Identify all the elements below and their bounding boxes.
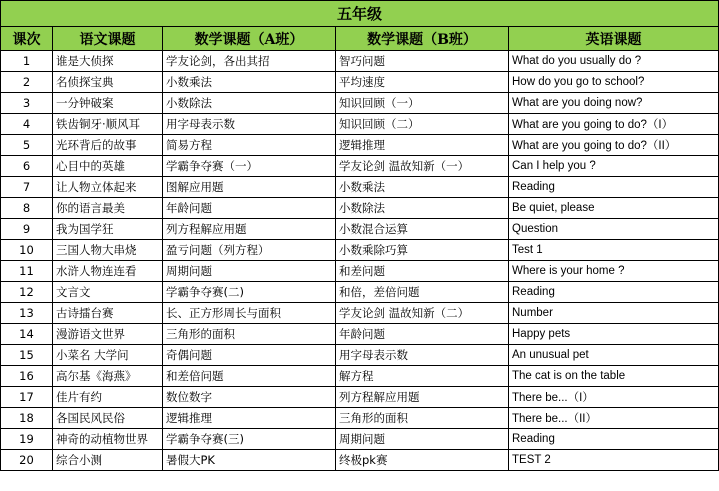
- math-b-topic-cell: 智巧问题: [336, 51, 509, 72]
- english-topic-cell: The cat is on the table: [509, 366, 719, 387]
- english-topic-cell: What are you doing now?: [509, 93, 719, 114]
- math-b-topic-cell: 终极pk赛: [336, 450, 509, 471]
- chinese-topic-cell: 一分钟破案: [53, 93, 163, 114]
- math-b-topic-cell: 列方程解应用题: [336, 387, 509, 408]
- table-row: [1, 282, 719, 303]
- lesson-number-cell: 2: [1, 72, 53, 93]
- math-a-topic-cell: 简易方程: [163, 135, 336, 156]
- chinese-topic-cell: 让人物立体起来: [53, 177, 163, 198]
- math-a-topic-cell: 年龄问题: [163, 198, 336, 219]
- chinese-topic-cell: 古诗擂台赛: [53, 303, 163, 324]
- table-row: [1, 303, 719, 324]
- english-topic-cell: Can I help you ?: [509, 156, 719, 177]
- english-topic-cell: Be quiet, please: [509, 198, 719, 219]
- chinese-topic-cell: 神奇的动植物世界: [53, 429, 163, 450]
- chinese-topic-cell: 名侦探宝典: [53, 72, 163, 93]
- english-topic-cell: TEST 2: [509, 450, 719, 471]
- chinese-topic-cell: 漫游语文世界: [53, 324, 163, 345]
- english-topic-cell: What are you going to do?（I）: [509, 114, 719, 135]
- table-row: [1, 366, 719, 387]
- math-a-topic-cell: 用字母表示数: [163, 114, 336, 135]
- table-row: [1, 240, 719, 261]
- math-b-topic-cell: 小数混合运算: [336, 219, 509, 240]
- math-b-topic-cell: 知识回顾（一）: [336, 93, 509, 114]
- lesson-number-cell: 6: [1, 156, 53, 177]
- lesson-number-cell: 12: [1, 282, 53, 303]
- math-a-topic-cell: 和差倍问题: [163, 366, 336, 387]
- chinese-topic-cell: 三国人物大串烧: [53, 240, 163, 261]
- english-topic-cell: Reading: [509, 429, 719, 450]
- table-row: [1, 345, 719, 366]
- math-b-topic-cell: 用字母表示数: [336, 345, 509, 366]
- lesson-number-cell: 1: [1, 51, 53, 72]
- english-topic-cell: Number: [509, 303, 719, 324]
- english-topic-cell: Test 1: [509, 240, 719, 261]
- math-b-topic-cell: 小数乘法: [336, 177, 509, 198]
- chinese-topic-cell: 心目中的英雄: [53, 156, 163, 177]
- math-a-topic-cell: 图解应用题: [163, 177, 336, 198]
- math-a-topic-cell: 盈亏问题（列方程）: [163, 240, 336, 261]
- table-row: [1, 387, 719, 408]
- math-b-topic-cell: 和倍，差倍问题: [336, 282, 509, 303]
- lesson-number-cell: 20: [1, 450, 53, 471]
- math-a-topic-cell: 学霸争夺赛(三): [163, 429, 336, 450]
- lesson-number-cell: 16: [1, 366, 53, 387]
- chinese-topic-cell: 小菜名 大学问: [53, 345, 163, 366]
- chinese-topic-cell: 文言文: [53, 282, 163, 303]
- table-row: [1, 72, 719, 93]
- table-row: [1, 261, 719, 282]
- lesson-number-cell: 5: [1, 135, 53, 156]
- lesson-number-cell: 7: [1, 177, 53, 198]
- lesson-number-cell: 17: [1, 387, 53, 408]
- math-a-topic-cell: 长、正方形周长与面积: [163, 303, 336, 324]
- english-topic-cell: How do you go to school?: [509, 72, 719, 93]
- english-topic-cell: An unusual pet: [509, 345, 719, 366]
- lesson-number-cell: 8: [1, 198, 53, 219]
- math-a-topic-cell: 暑假大PK: [163, 450, 336, 471]
- header-english: 英语课题: [509, 27, 719, 51]
- math-b-topic-cell: 三角形的面积: [336, 408, 509, 429]
- english-topic-cell: What do you usually do ?: [509, 51, 719, 72]
- math-b-topic-cell: 逻辑推理: [336, 135, 509, 156]
- lesson-number-cell: 15: [1, 345, 53, 366]
- math-b-topic-cell: 和差问题: [336, 261, 509, 282]
- english-topic-cell: Reading: [509, 177, 719, 198]
- chinese-topic-cell: 佳片有约: [53, 387, 163, 408]
- lesson-number-cell: 11: [1, 261, 53, 282]
- table-row: [1, 219, 719, 240]
- math-b-topic-cell: 小数乘除巧算: [336, 240, 509, 261]
- math-b-topic-cell: 年龄问题: [336, 324, 509, 345]
- table-row: [1, 156, 719, 177]
- chinese-topic-cell: 综合小测: [53, 450, 163, 471]
- math-a-topic-cell: 列方程解应用题: [163, 219, 336, 240]
- table-row: [1, 408, 719, 429]
- table-row: [1, 135, 719, 156]
- table-row: [1, 51, 719, 72]
- english-topic-cell: There be...（II）: [509, 408, 719, 429]
- math-b-topic-cell: 学友论剑 温故知新（一）: [336, 156, 509, 177]
- header-math-b: 数学课题（B班）: [336, 27, 509, 51]
- english-topic-cell: Happy pets: [509, 324, 719, 345]
- math-b-topic-cell: 学友论剑 温故知新（二）: [336, 303, 509, 324]
- table-title: 五年级: [1, 1, 719, 27]
- table-body: [1, 51, 719, 471]
- chinese-topic-cell: 各国民风民俗: [53, 408, 163, 429]
- table-row: [1, 93, 719, 114]
- lesson-number-cell: 3: [1, 93, 53, 114]
- math-a-topic-cell: 奇偶问题: [163, 345, 336, 366]
- lesson-number-cell: 10: [1, 240, 53, 261]
- title-row: [1, 1, 719, 27]
- table-row: [1, 324, 719, 345]
- lesson-number-cell: 13: [1, 303, 53, 324]
- lesson-number-cell: 14: [1, 324, 53, 345]
- math-a-topic-cell: 学友论剑，各出其招: [163, 51, 336, 72]
- table-row: [1, 198, 719, 219]
- math-b-topic-cell: 小数除法: [336, 198, 509, 219]
- lesson-number-cell: 9: [1, 219, 53, 240]
- header-chinese: 语文课题: [53, 27, 163, 51]
- table-row: [1, 450, 719, 471]
- math-a-topic-cell: 逻辑推理: [163, 408, 336, 429]
- math-b-topic-cell: 周期问题: [336, 429, 509, 450]
- math-a-topic-cell: 学霸争夺赛（一）: [163, 156, 336, 177]
- chinese-topic-cell: 水浒人物连连看: [53, 261, 163, 282]
- table-row: [1, 114, 719, 135]
- chinese-topic-cell: 高尔基《海燕》: [53, 366, 163, 387]
- math-a-topic-cell: 小数乘法: [163, 72, 336, 93]
- header-math-a: 数学课题（A班）: [163, 27, 336, 51]
- header-row: [1, 27, 719, 51]
- english-topic-cell: What are you going to do?（II）: [509, 135, 719, 156]
- math-a-topic-cell: 三角形的面积: [163, 324, 336, 345]
- chinese-topic-cell: 你的语言最美: [53, 198, 163, 219]
- table-row: [1, 177, 719, 198]
- table-row: [1, 429, 719, 450]
- english-topic-cell: Question: [509, 219, 719, 240]
- lesson-number-cell: 18: [1, 408, 53, 429]
- chinese-topic-cell: 谁是大侦探: [53, 51, 163, 72]
- math-b-topic-cell: 知识回顾（二）: [336, 114, 509, 135]
- lesson-number-cell: 19: [1, 429, 53, 450]
- chinese-topic-cell: 铁齿铜牙·顺风耳: [53, 114, 163, 135]
- math-b-topic-cell: 解方程: [336, 366, 509, 387]
- english-topic-cell: Reading: [509, 282, 719, 303]
- header-lesson: 课次: [1, 27, 53, 51]
- math-a-topic-cell: 小数除法: [163, 93, 336, 114]
- chinese-topic-cell: 光环背后的故事: [53, 135, 163, 156]
- chinese-topic-cell: 我为国学狂: [53, 219, 163, 240]
- math-b-topic-cell: 平均速度: [336, 72, 509, 93]
- english-topic-cell: There be...（I）: [509, 387, 719, 408]
- math-a-topic-cell: 学霸争夺赛(二): [163, 282, 336, 303]
- lesson-number-cell: 4: [1, 114, 53, 135]
- english-topic-cell: Where is your home ?: [509, 261, 719, 282]
- math-a-topic-cell: 周期问题: [163, 261, 336, 282]
- math-a-topic-cell: 数位数字: [163, 387, 336, 408]
